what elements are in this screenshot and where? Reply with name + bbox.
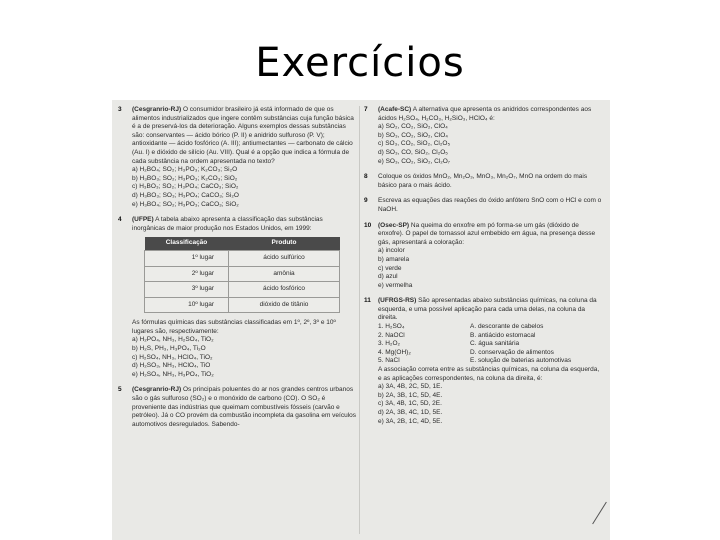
table-row <box>145 266 340 282</box>
question-number: 4 <box>118 216 122 224</box>
table-cell: dióxido de titânio <box>229 297 340 313</box>
question-text: A alternativa que apresenta os anidridos correspondentes aos ácidos H₂SO₄, H₂CO₃, H₂SiO₃, HClO₄ é: <box>378 106 592 122</box>
option-b: b) amarela <box>378 255 410 263</box>
option-e: e) vermelha <box>378 281 413 289</box>
question-number: 8 <box>364 173 368 181</box>
question-number: 10 <box>364 221 372 229</box>
table-header: Classificação <box>145 237 229 250</box>
question-text: São apresentadas abaixo substâncias químicas, na coluna da esquerda, e uma possível aplicação para cada uma delas, na coluna da direita. <box>378 297 597 322</box>
question-number: 7 <box>364 106 368 113</box>
column-divider <box>359 106 360 534</box>
pair-substance: 3. H₂O₂ <box>378 340 401 348</box>
pair-application: E. solução de baterias automotivas <box>470 357 572 365</box>
question-number: 5 <box>118 386 122 394</box>
table-header-row <box>145 237 340 250</box>
pair-substance: 4. Mg(OH)₂ <box>378 348 411 356</box>
option-c: c) 3A, 4B, 1C, 5D, 2E. <box>378 400 442 408</box>
option-a: a) H₂PO₄, NH₃, H₂SO₄, TiO₂ <box>132 336 214 344</box>
option-a: a) incolor <box>378 247 405 255</box>
table-cell: 10º lugar <box>145 297 229 313</box>
pair-substance: 5. NaCl <box>378 357 400 365</box>
option-e: e) 3A, 2B, 1C, 4D, 5E. <box>378 417 443 425</box>
option-b: b) 2A, 3B, 1C, 5D, 4E. <box>378 391 443 399</box>
question-number: 9 <box>364 197 368 205</box>
question-text: A tabela abaixo apresenta a classificação das substâncias inorgânicas de maior produção nos Estados Unidos, em 1999: <box>132 216 323 232</box>
question-3 <box>118 106 356 209</box>
table-row <box>145 297 340 313</box>
question-text: Escreva as equações das reações do óxido anfótero SnO com o HCl e com o NaOH. <box>378 197 602 213</box>
option-d: d) SO₃, CO, SiO₂, Cl₂O₅ <box>378 148 448 156</box>
question-7 <box>364 106 604 166</box>
question-source: (UFRGS-RS) <box>378 297 417 305</box>
question-number: 11 <box>364 297 371 305</box>
option-b: b) SO₃, CO₂, SiO₂, ClO₄ <box>378 131 448 139</box>
question-text: O consumidor brasileiro já está informado de que os alimentos industrializados que ingere contêm substâncias cuja função básica é a de preservá-los da deterioração. Alguns exemplos dessas substâncias são: conservantes — ácido bórico (P. II) e anidrido sulfuroso (P. V); antioxidante — ácido fosfórico (A. III); antiumectantes — carbonato de cálcio (Au. I) e dióxido de silício (Au. VIII). Qual é a opção que indica a fórmula de cada substância na ordem apresentada no texto? <box>132 106 354 165</box>
question-number: 3 <box>118 106 122 113</box>
option-e: e) H₃BO₄; SO₂; H₃PO₃; CaCO₃; SiO₂ <box>132 200 239 208</box>
options-list <box>132 336 356 379</box>
production-table <box>144 237 340 313</box>
question-text: Coloque os óxidos MnO₂, Mn₂O₃, MnO₃, Mn₂O₇, MnO na ordem do mais básico para o mais ácido. <box>378 173 588 189</box>
table-cell: ácido fosfórico <box>229 282 340 298</box>
table-cell: amônia <box>229 266 340 282</box>
pair-application: D. conservação de alimentos <box>470 348 554 356</box>
pair-row <box>378 323 604 332</box>
question-source: (Cesgranrio-RJ) <box>132 106 182 113</box>
option-e: e) H₂SO₄, NH₃, H₃PO₄, TiO₂ <box>132 370 214 378</box>
slide-title: Exercícios <box>255 40 465 86</box>
pair-row <box>378 332 604 341</box>
option-c: c) SO₃, CO₂, SiO₂, Cl₂O₅ <box>378 140 451 148</box>
table-row <box>145 282 340 298</box>
question-text: Os principais poluentes do ar nos grandes centros urbanos são o gás sulfuroso (SO₂) e o monóxido de carbono (CO). O SO₂ é proveniente das indústrias que queimam combustíveis fósseis (carvão e petróleo). Já o CO provém da combustão incompleta da gasolina em veículos automotivos desregulados. Sabendo- <box>132 386 357 428</box>
question-8 <box>364 173 604 190</box>
option-e: e) SO₃, CO₂, SiO₂, Cl₂O₇ <box>378 157 451 165</box>
option-b: b) H₂S, PH₃, H₃PO₄, Ti₂O <box>132 345 206 353</box>
options-list <box>378 247 604 290</box>
option-c: c) H₃BO₃; SO₂; H₃PO₄; CaCO₃; SiO₂ <box>132 183 239 191</box>
question-source: (Osec-SP) <box>378 221 410 229</box>
options-list <box>378 383 604 426</box>
option-d: d) H₃BO₃; SO₃; H₃PO₄; CaCO₃; Si₂O <box>132 191 239 199</box>
option-d: d) 2A, 3B, 4C, 1D, 5E. <box>378 409 443 416</box>
question-source: (Acafe-SC) <box>378 106 412 113</box>
option-d: d) azul <box>378 273 398 281</box>
pair-row <box>378 349 604 358</box>
pair-substance: 1. H₂SO₄ <box>378 323 405 331</box>
table-cell: 1º lugar <box>145 250 229 266</box>
pen-mark <box>592 502 607 525</box>
question-text: Na queima do enxofre em pó forma-se um gás (dióxido de enxofre). O papel de tornassol azul embebido em água, na presença desse gás, apresentará a coloração: <box>378 221 596 246</box>
question-text-continued: As fórmulas químicas das substâncias classificadas em 1º, 2º, 3º e 10º lugares são, respectivamente: <box>132 319 336 335</box>
option-a: a) SO₂, CO₂, SiO₂, ClO₄ <box>378 123 448 131</box>
option-a: a) 3A, 4B, 2C, 5D, 1E. <box>378 383 443 391</box>
question-4 <box>118 216 356 379</box>
matching-pairs <box>378 323 604 366</box>
option-d: d) H₂SO₃, NH₃, HClO₄, TiO <box>132 362 211 370</box>
option-c: c) verde <box>378 264 402 272</box>
option-c: c) H₂SO₄, NH₃, HClO₄, TiO₂ <box>132 353 213 361</box>
question-5 <box>118 386 356 429</box>
question-source: (Cesgranrio-RJ) <box>132 386 182 394</box>
pair-application: A. descorante de cabelos <box>470 323 544 331</box>
option-a: a) H₂BO₄; SO₂; H₃PO₃; K₂CO₃; Si₂O <box>132 166 238 174</box>
pair-row <box>378 340 604 349</box>
option-b: b) H₃BO₃; SO₂; H₃PO₃; K₂CO₃; SiO₂ <box>132 174 238 182</box>
options-list <box>132 166 356 209</box>
question-9 <box>364 197 604 214</box>
pair-row <box>378 357 604 366</box>
pair-application: B. antiácido estomacal <box>470 331 536 339</box>
table-cell: 2º lugar <box>145 266 229 282</box>
left-column <box>118 106 356 436</box>
options-list <box>378 123 604 166</box>
question-source: (UFPE) <box>132 216 154 224</box>
table-header: Produto <box>229 237 340 250</box>
table-row <box>145 250 340 266</box>
question-11 <box>364 297 604 426</box>
pair-substance: 2. NaOCl <box>378 331 405 339</box>
question-text-continued: A associação correta entre as substâncias químicas, na coluna da esquerda, e as aplicações correspondentes, na coluna da direita, é: <box>378 366 600 382</box>
table-cell: ácido sulfúrico <box>229 250 340 266</box>
question-10 <box>364 222 604 291</box>
right-column <box>364 106 604 433</box>
pair-application: C. água sanitária <box>470 340 520 348</box>
table-cell: 3º lugar <box>145 282 229 298</box>
scanned-exercise-page <box>112 100 610 540</box>
